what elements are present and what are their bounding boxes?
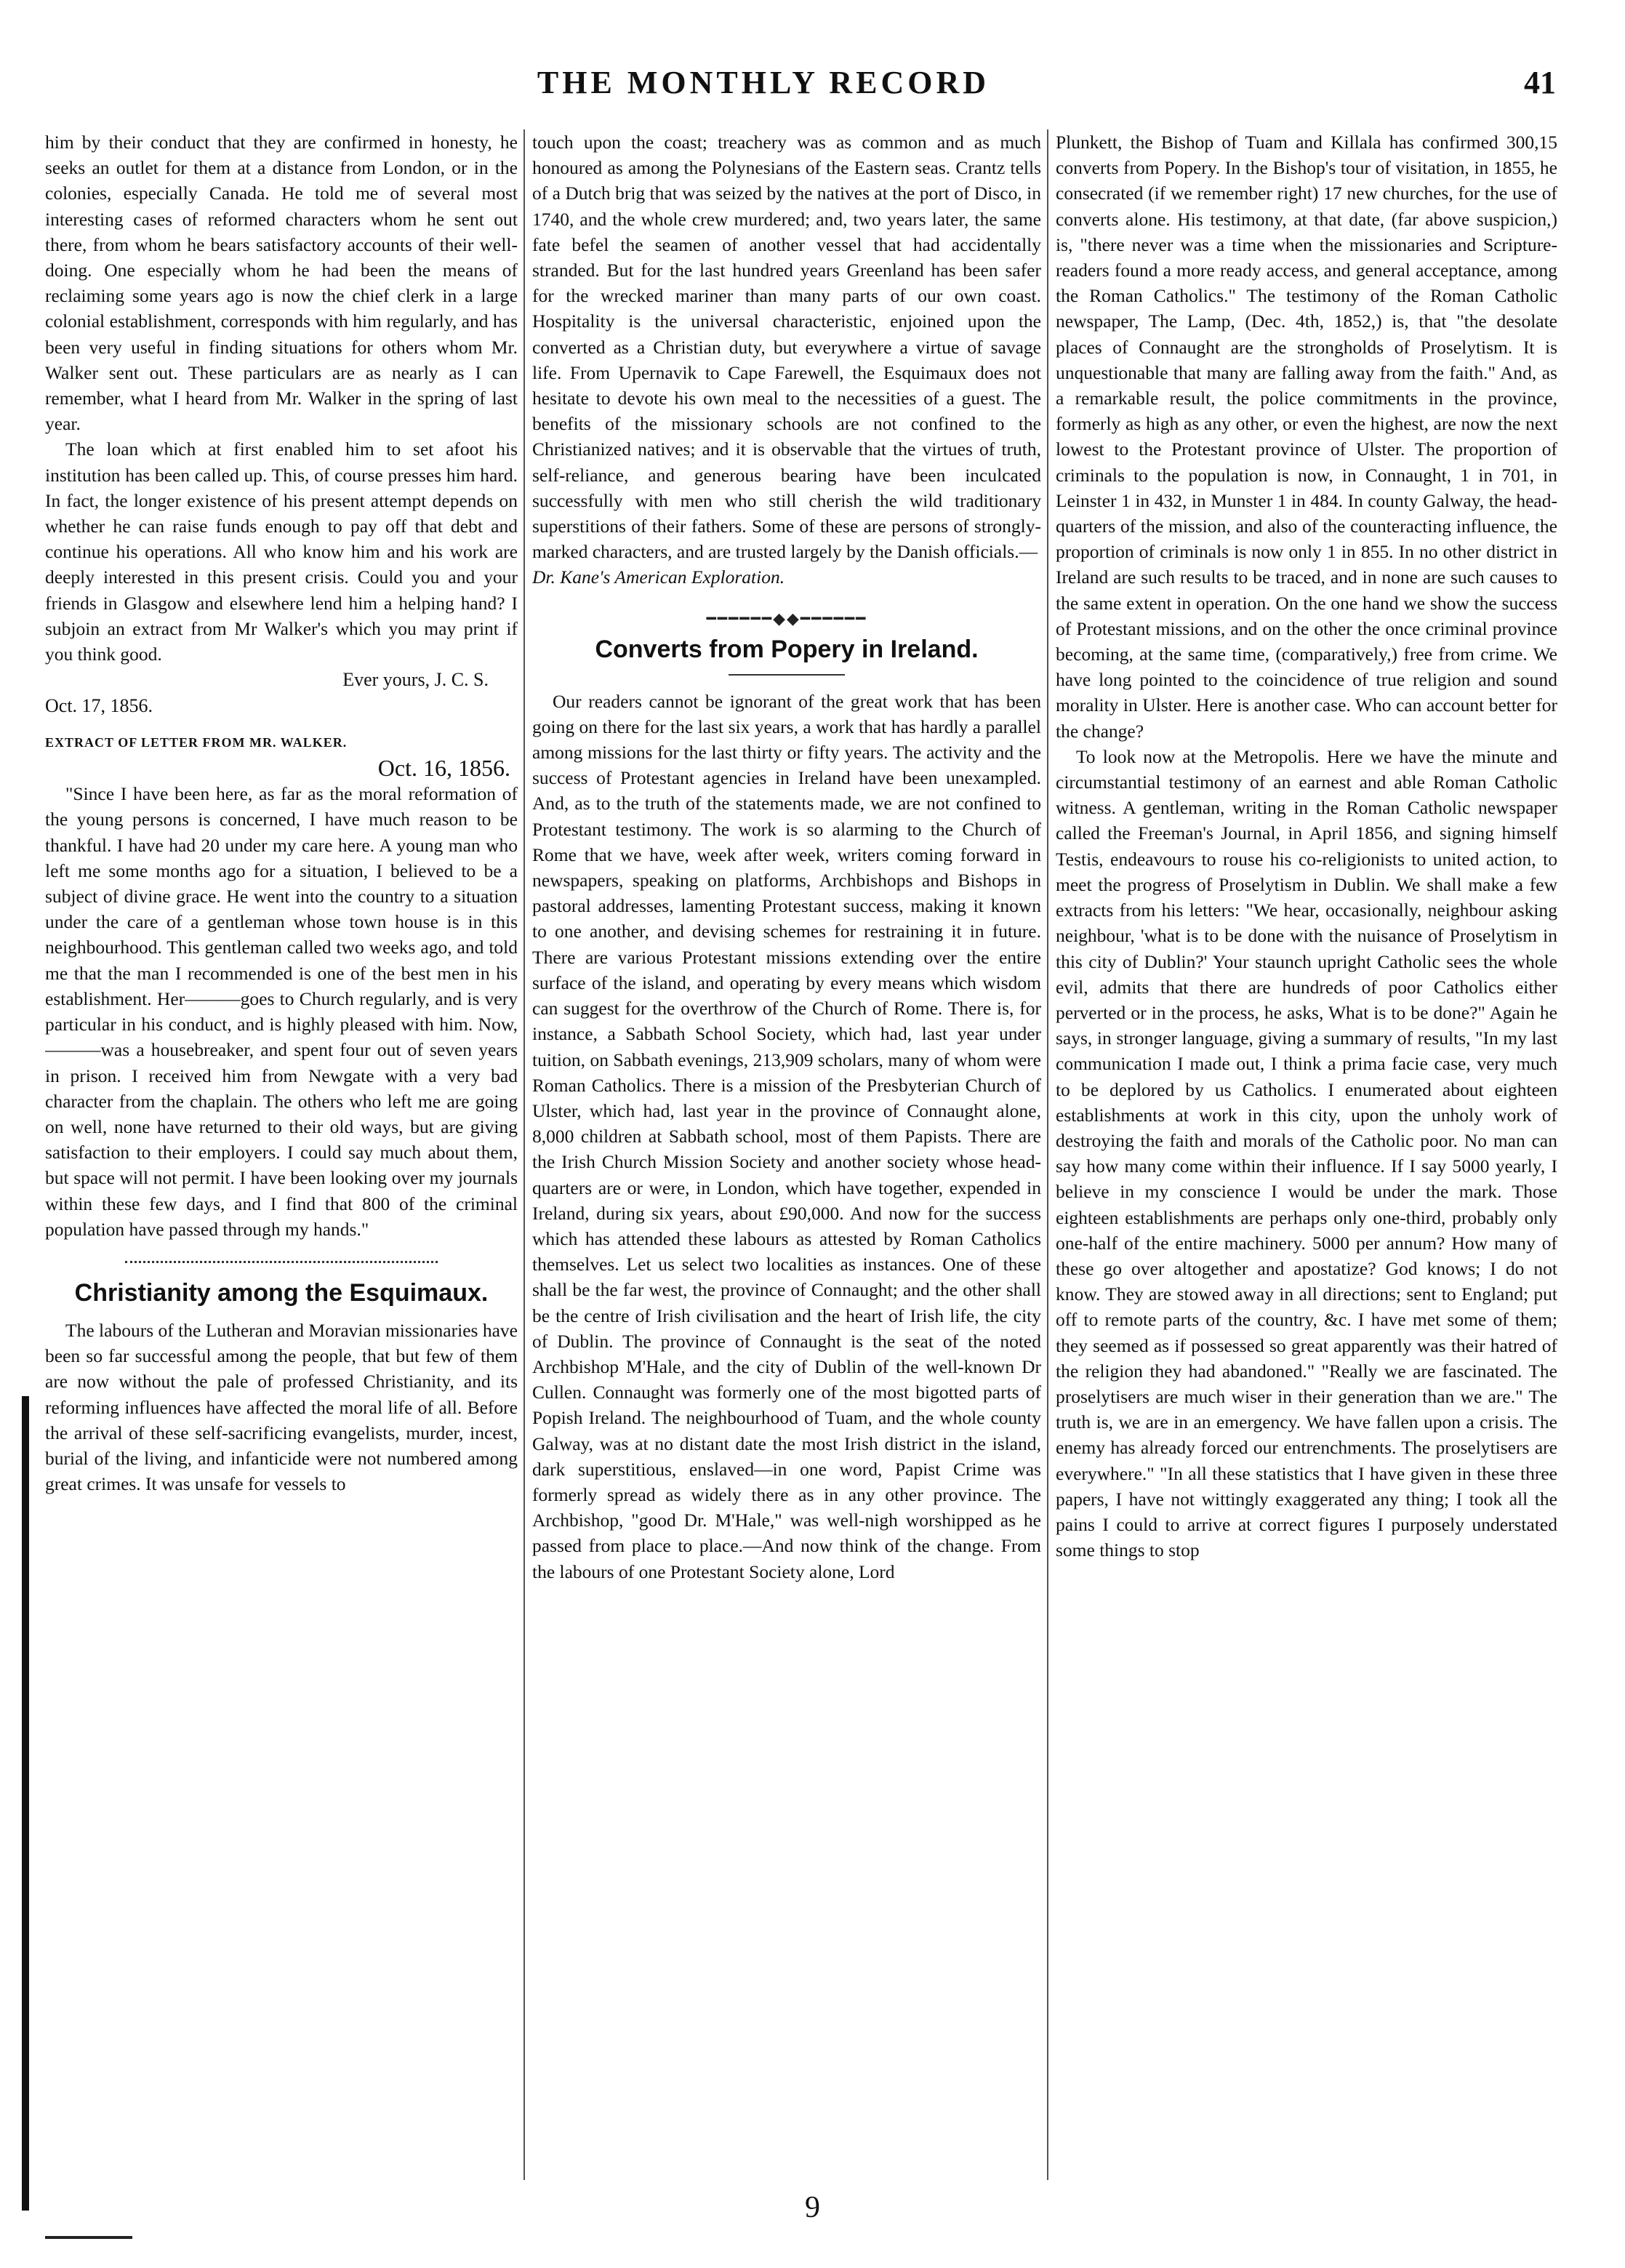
- heading-rule: [729, 674, 845, 676]
- paragraph: Plunkett, the Bishop of Tuam and Killala has confirmed 300,15 converts from Popery. In the Bishop's tour of visitation, in 1855, he consecrated (if we remember right) 17 new churches, for the use of converts alone. His testimony, at that date, (far above suspicion,) is, "there never was a time when the missionaries and Scripture-readers found a more ready access, and general acceptance, among the Roman Catholics." The testimony of the Roman Catholic newspaper, The Lamp, (Dec. 4th, 1852,) is, that "the desolate places of Connaught are the strongholds of Proselytism. It is unquestionable that many are falling away from the faith." And, as a remarkable result, the police commitments in the province, formerly as high as any other, or even the highest, are now the next lowest to the Protestant province of Ulster. The proportion of criminals to the population is now, in Connaught, 1 in 701, in Leinster 1 in 432, in Munster 1 in 484. In county Galway, the head-quarters of the mission, and also of the counteracting influence, the proportion of criminals is now only 1 in 855. In no other district in Ireland are such results to be traced, and in none are such causes to the same extent in operation. On the one hand we show the success of Protestant missions, and on the other the once criminal province becoming, at the same time, (comparatively,) free from crime. We have long pointed to the coincidence of true religion and sound morality in Ulster. Here is another case. Who can account better for the change?: [1056, 132, 1557, 742]
- section-divider: [125, 1261, 438, 1263]
- letter-closing: Ever yours, J. C. S.: [342, 669, 489, 691]
- paragraph: The loan which at first enabled him to set afoot his institution has been called up. This, of course presses him hard. In fact, the longer existence of his present attempt depends on whether he can raise funds enough to pay off that debt and continue his operations. All who know him and his work are deeply interested in this present crisis. Could you and your friends in Glasgow and elsewhere lend him a helping hand? I subjoin an extract from Mr Walker's which you may print if you think good.: [45, 438, 518, 665]
- ornament-divider: ━━━━━━◆◆━━━━━━: [706, 609, 867, 628]
- column-rule: [523, 129, 525, 2180]
- signature-number: 9: [805, 2191, 820, 2224]
- binding-shadow: [22, 1396, 29, 2211]
- page-number: 41: [1524, 65, 1556, 100]
- attribution: Dr. Kane's American Exploration.: [532, 566, 785, 588]
- column-middle: [532, 129, 1041, 2187]
- paragraph: "Since I have been here, as far as the moral reformation of the young persons is concerned, I have much reason to be thankful. I have had 20 under my care here. A young man who left me some months ago for a situation, I believed to be a subject of divine grace. He went into the country to a situation under the care of a gentleman whose town house is in this neighbourhood. This gentleman called two weeks ago, and told me that the man I recommended is one of the best men in his establishment. Her———goes to Church regularly, and is very particular in his conduct, and is highly pleased with him. Now,———was a housebreaker, and spent four out of seven years in prison. I received him from Newgate with a very bad character from the chaplain. The others who left me are going on well, none have returned to their old ways, but are giving satisfaction to their employers. I could say much about them, but space will not permit. I have been looking over my journals within these few days, and I find that 800 of the criminal population have passed through my hands.": [45, 783, 518, 1240]
- paragraph: touch upon the coast; treachery was as common and as much honoured as among the Polynesians of the Eastern seas. Crantz tells of a Dutch brig that was seized by the natives at the port of Disco, in 1740, and the whole crew murdered; and, two years later, the same fate befel the seamen of another vessel that had accidentally stranded. But for the last hundred years Greenland has been safer for the wrecked mariner than many parts of our own coast. Hospitality is the universal characteristic, enjoined upon the converted as a Christian duty, but everywhere a virtue of savage life. From Upernavik to Cape Farewell, the Esquimaux does not hesitate to devote his own meal to the necessities of a guest. The benefits of the missionary schools are not confined to the Christianized natives; and it is observable that the virtues of truth, self-reliance, and generous bearing have been inculcated successfully with men who still cherish the wild traditionary superstitions of their fathers. Some of these are persons of strongly-marked characters, and are trusted largely by the Danish officials.—: [532, 132, 1041, 563]
- extract-date: Oct. 16, 1856.: [377, 755, 510, 782]
- masthead: [0, 64, 1625, 115]
- article-heading: Converts from Popery in Ireland.: [595, 635, 979, 663]
- bottom-rule: [45, 2236, 132, 2239]
- extract-heading: EXTRACT OF LETTER FROM MR. WALKER.: [45, 735, 348, 750]
- letter-date: Oct. 17, 1856.: [45, 695, 153, 717]
- paragraph: him by their conduct that they are confirmed in honesty, he seeks an outlet for them at a distance from London, or in the colonies, especially Canada. He told me of several most interesting cases of reformed characters whom he sent out there, from whom he bears satisfactory accounts of their well-doing. One especially whom he had been the means of reclaiming some years ago is now the chief clerk in a large colonial establishment, corresponds with him regularly, and has been very useful in finding situations for others whom Mr. Walker sent out. These particulars are as nearly as I can remember, what I heard from Mr. Walker in the spring of last year.: [45, 132, 518, 435]
- running-title: THE MONTHLY RECORD: [537, 65, 990, 100]
- article-heading: Christianity among the Esquimaux.: [74, 1278, 489, 1307]
- paragraph: Our readers cannot be ignorant of the great work that has been going on there for the last six years, a work that has hardly a parallel among missions for the last thirty or fifty years. The activity and the success of Protestant agencies in Ireland have been unexampled. And, as to the truth of the statements made, we are not confined to Protestant testimony. The work is so alarming to the Church of Rome that we have, week after week, writers coming forward in newspapers, speaking on platforms, Archbishops and Bishops in pastoral addresses, lamenting Protestant success, making it known to one another, and devising schemes for restraining it in future. There are various Protestant missions extending over the entire surface of the island, and operating by every means which wisdom can suggest for the overthrow of the Church of Rome. There is, for instance, a Sabbath School Society, which had, last year under tuition, on Sabbath evenings, 213,909 scholars, many of whom were Roman Catholics. There is a mission of the Presbyterian Church of Ulster, which had, last year in the province of Connaught alone, 8,000 children at Sabbath school, most of them Papists. There are the Irish Church Mission Society and another society whose head-quarters are or were, in London, which have together, expended in Ireland, during six years, about £90,000. And now for the success which has attended these labours as attested by Roman Catholics themselves. Let us select two localities as instances. One of these shall be the far west, the province of Connaught; and the other shall be the centre of Irish civilisation and the heart of Irish life, the city of Dublin. The province of Connaught is the seat of the noted Archbishop M'Hale, and the city of Dublin of the well-known Dr Cullen. Connaught was formerly one of the most bigotted parts of Popish Ireland. The neighbourhood of Tuam, and the whole county Galway, was at no distant date the most Irish district in the island, dark superstitious, enslaved—in one word, Papist Crime was formerly spread as widely there as in any other province. The Archbishop, "good Dr. M'Hale," was well-nigh worshipped as he passed from place to place.—And now think of the change. From the labours of one Protestant Society alone, Lord: [532, 690, 1041, 1582]
- column-right: [1056, 129, 1557, 2187]
- column-left: [45, 129, 518, 2187]
- paragraph: The labours of the Lutheran and Moravian missionaries have been so far successful among the people, that but few of them are now without the pale of professed Christianity, and its reforming influences have affected the moral life of all. Before the arrival of these self-sacrificing evangelists, murder, incest, burial of the living, and infanticide were not numbered among great crimes. It was unsafe for vessels to: [45, 1319, 518, 1495]
- column-rule: [1047, 129, 1048, 2180]
- paragraph: To look now at the Metropolis. Here we have the minute and circumstantial testimony of an earnest and able Roman Catholic witness. A gentleman, writing in the Roman Catholic newspaper called the Freeman's Journal, in April 1856, and signing himself Testis, endeavours to rouse his co-religionists to united action, to meet the progress of Proselytism in Dublin. We shall make a few extracts from his letters: "We hear, occasionally, neighbour asking neighbour, 'what is to be done with the nuisance of Proselytism in this city of Dublin?' Your staunch upright Catholic sees the whole evil, admits that there are hundreds of poor Catholics either perverted or in the process, he asks, What is to be done?" Again he says, in stronger language, giving a summary of results, "In my last communication I made out, I think a prima facie case, very much to be deplored by us Catholics. I enumerated about eighteen establishments at work in this city, upon the unholy work of destroying the faith and morals of the Catholic poor. No man can say how many come within their influence. If I say 5000 yearly, I believe in my conscience I would be under the mark. Those eighteen establishments are perhaps only one-third, probably only one-half of the entire machinery. 5000 per annum? How many of these go over altogether and apostatize? God knows; I do not know. They are stowed away in all directions; sent to England; put off to remote parts of the country, &c. I have met some of them; they seemed as if possessed so great apparently was their hatred of the religion they had abandoned." "Really we are fascinated. The proselytisers are much wiser in their generation than we are." The truth is, we are in an emergency. We have fallen upon a crisis. The enemy has already forced our entrenchments. The proselytisers are everywhere." "In all these statistics that I have given in these three papers, I have not wittingly exaggerated any thing; I took all the pains I could to arrive at correct figures I purposely understated some things to stop: [1056, 745, 1557, 1561]
